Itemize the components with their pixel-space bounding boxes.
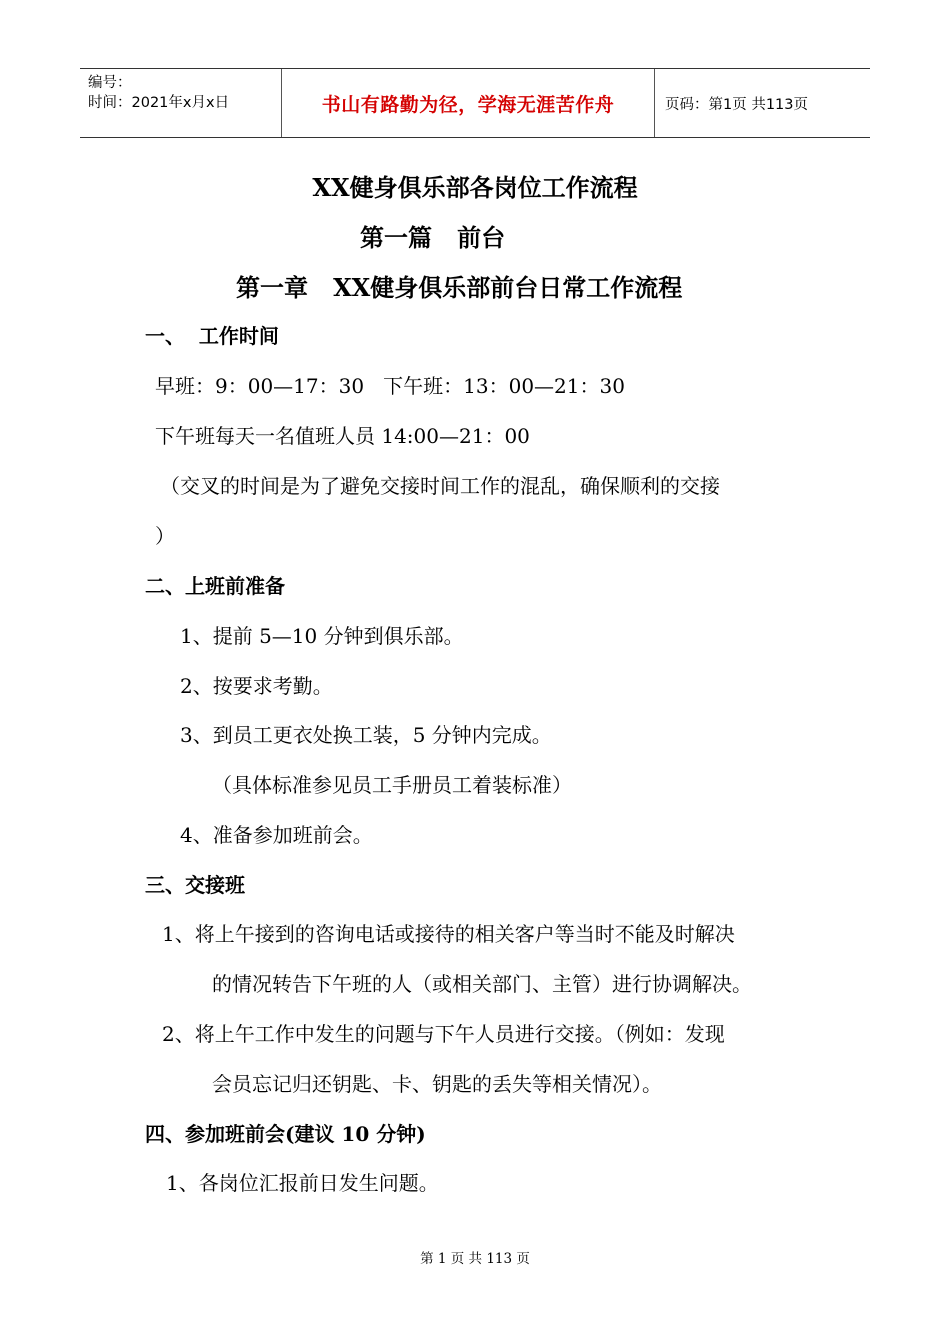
header-motto: 书山有路勤为径，学海无涯苦作舟 [282,69,655,137]
doc-title: XX健身俱乐部各岗位工作流程 [312,173,638,202]
page-header [80,68,870,138]
shift-hours: 早班：9：00—17：30 下午班：13：00—21：30 [155,374,625,398]
date-label: 时间：2021年x月x日 [88,95,230,111]
section-heading-4: 四、参加班前会(建议 10 分钟) [145,1122,426,1146]
list-item-continuation: 的情况转告下午班的人（或相关部门、主管）进行协调解决。 [212,972,752,996]
chapter-title: 第一章 XX健身俱乐部前台日常工作流程 [236,273,683,302]
header-page-info: 页码：第1页 共113页 [665,96,809,113]
section-heading-2: 二、上班前准备 [145,574,285,598]
list-item-continuation: 会员忘记归还钥匙、卡、钥匙的丢失等相关情况）。 [212,1072,662,1096]
list-item-note: （具体标准参见员工手册员工着装标准） [212,773,572,797]
list-item: 4、准备参加班前会。 [180,823,373,847]
list-item: 1、将上午接到的咨询电话或接待的相关客户等当时不能及时解决 [162,922,735,946]
section-heading-1: 一、 工作时间 [145,324,279,348]
list-item: 2、将上午工作中发生的问题与下午人员进行交接。（例如：发现 [162,1022,725,1046]
list-item: 1、各岗位汇报前日发生问题。 [166,1171,439,1195]
duty-hours: 下午班每天一名值班人员 14:00—21：00 [155,424,530,448]
part-title: 第一篇 前台 [360,223,506,252]
section-heading-3: 三、交接班 [145,873,245,897]
list-item: 1、提前 5—10 分钟到俱乐部。 [180,624,464,648]
overlap-note: （交叉的时间是为了避免交接时间工作的混乱，确保顺利的交接 [160,474,720,498]
overlap-note-end: ） [155,524,175,548]
page-footer: 第 1 页 共 113 页 [420,1251,530,1267]
number-label: 编号： [88,75,132,91]
list-item: 3、到员工更衣处换工装，5 分钟内完成。 [180,723,552,747]
header-meta [80,69,282,137]
list-item: 2、按要求考勤。 [180,674,333,698]
